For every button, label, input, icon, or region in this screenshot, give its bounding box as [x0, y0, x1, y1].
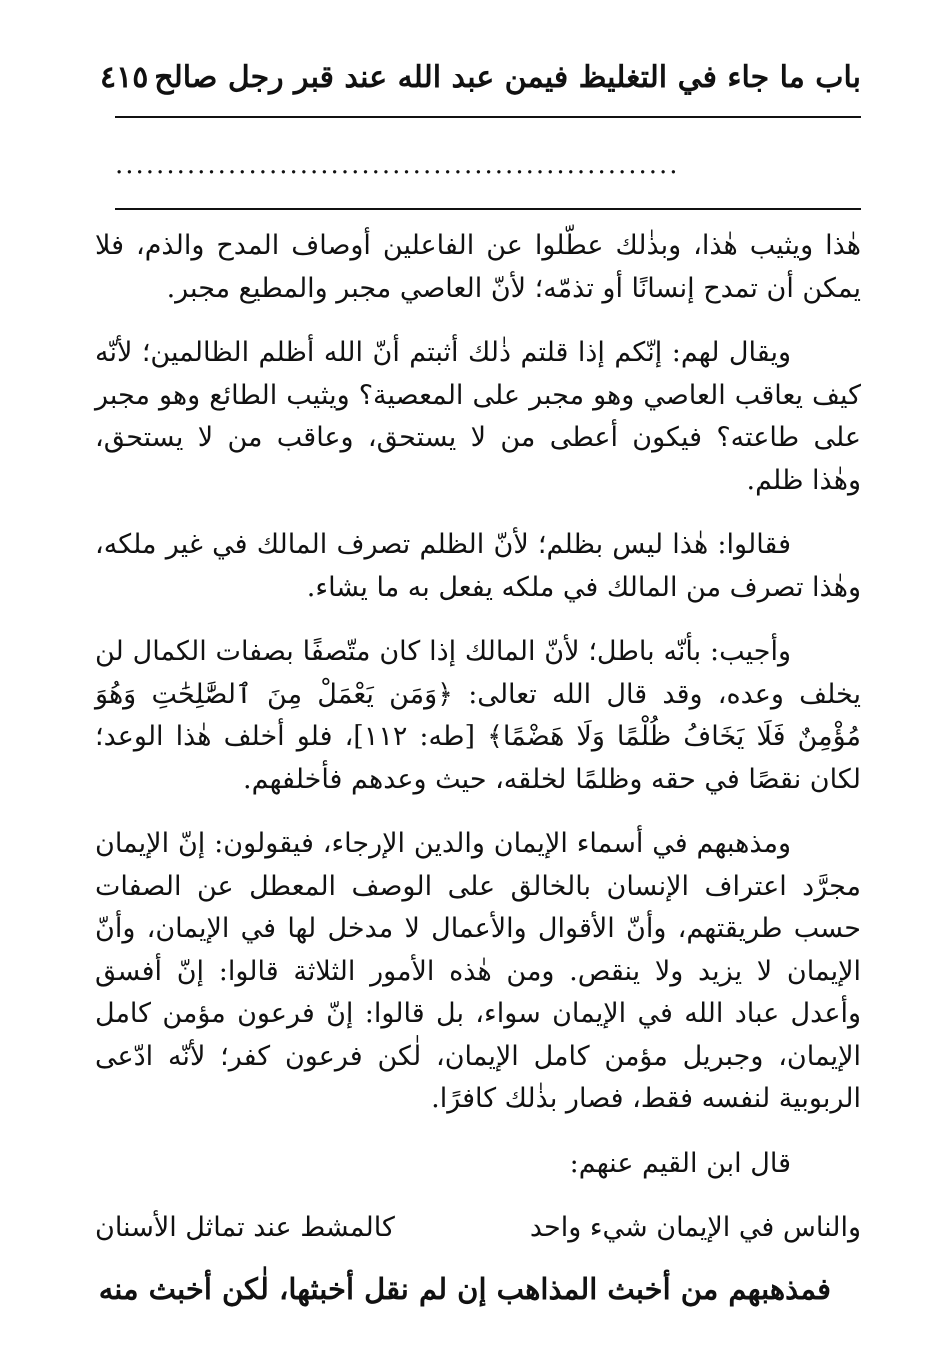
paragraph-4: وأجيب: بأنّه باطل؛ لأنّ المالك إذا كان متّصفًا بصفات الكمال لن يخلف وعده، وقد قال الله تعالى: ﴿وَمَن يَعْمَلْ مِنَ ٱلصَّٰلِحَٰتِ وَهُوَ مُؤْمِنٌ فَلَا يَخَافُ ظُلْمًا وَلَا هَضْمًا﴾ [طه: ١١٢]، فلو أخلف هٰذا الوعد؛ لكان نقصًا في حقه وظلمًا لخلقه، حيث وعدهم فأخلفهم. — [95, 636, 861, 795]
page-header — [100, 52, 861, 102]
verse-second-hemistich: كالمشط عند تماثل الأسنان — [95, 1212, 395, 1243]
paragraph-5: ومذهبهم في أسماء الإيمان والدين الإرجاء، فيقولون: إنّ الإيمان مجرَّد اعتراف الإنسان بالخالق على الوصف المعطل عن الصفات حسب طريقتهم، وأنّ الأقوال والأعمال لا مدخل لها في الإيمان، وأنّ الإيمان لا يزيد ولا ينقص. ومن هٰذه الأمور الثلاثة قالوا: إنّ أفسق وأعدل عباد الله في الإيمان سواء، بل قالوا: إنّ فرعون مؤمن كامل الإيمان، وجبريل مؤمن كامل الإيمان، لٰكن فرعون كفر؛ لأنّه ادّعى الربوبية لنفسه فقط، فصار بذٰلك كافرًا. — [95, 828, 861, 1114]
page-body — [95, 225, 861, 1332]
header-rule — [115, 116, 861, 118]
poetry-verse — [95, 1207, 861, 1250]
last-line: فمذهبهم من أخبث المذاهب إن لم نقل أخبثها، لٰكن أخبث منه — [98, 1271, 831, 1306]
verse-intro: قال ابن القيم عنهم: — [569, 1147, 791, 1179]
paragraph-2: ويقال لهم: إنّكم إذا قلتم ذٰلك أثبتم أنّ الله أظلم الظالمين؛ لأنّه كيف يعاقب العاصي وهو مجبر على المعصية؟ ويثيب الطائع وهو مجبر على طاعته؟ فيكون أعطى من لا يستحق، وعاقب من لا يستحق، وهٰذا ظلم. — [95, 337, 861, 496]
running-title: باب ما جاء في التغليظ فيمن عبد الله عند قبر رجل صالح — [154, 60, 861, 95]
separator-dots: ....................................................... — [115, 150, 680, 180]
separator-rule — [115, 208, 861, 210]
verse-first-hemistich: والناس في الإيمان شيء واحد — [529, 1212, 861, 1243]
paragraph-1: هٰذا ويثيب هٰذا، وبذٰلك عطّلوا عن الفاعلين أوصاف المدح والذم، فلا يمكن أن تمدح إنسانًا أو تذمّه؛ لأنّ العاصي مجبر والمطيع مجبر. — [95, 230, 861, 304]
page-number: ٤١٥ — [100, 60, 149, 95]
paragraph-3: فقالوا: هٰذا ليس بظلم؛ لأنّ الظلم تصرف المالك في غير ملكه، وهٰذا تصرف من المالك في ملكه يفعل به ما يشاء. — [95, 529, 861, 603]
